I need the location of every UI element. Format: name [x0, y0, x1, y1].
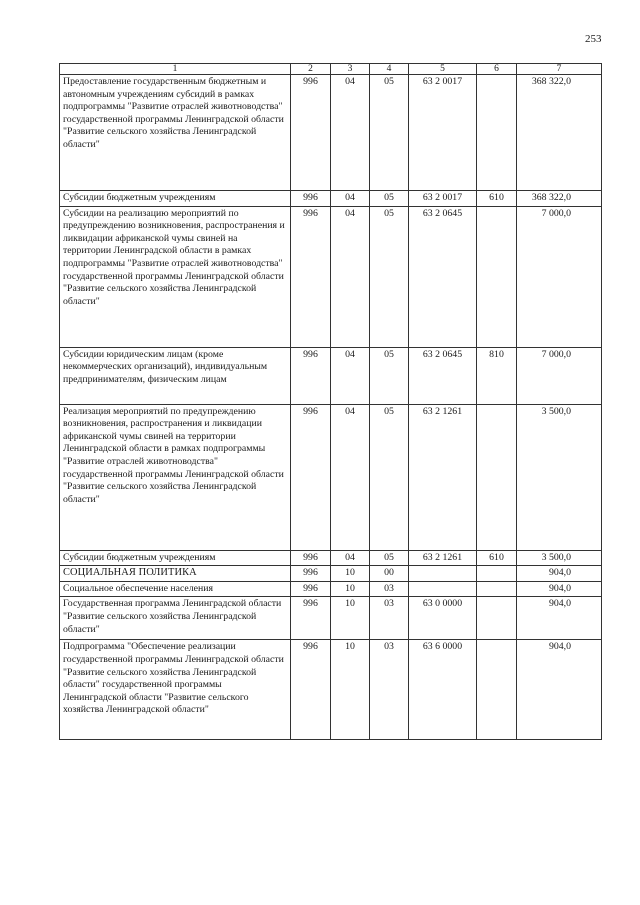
row-amount-cell: 3 500,0 — [517, 404, 602, 550]
row-code-cell — [477, 206, 517, 347]
table-row — [60, 206, 602, 347]
row-code-cell — [409, 566, 477, 582]
table-header-row — [60, 64, 602, 75]
table-row — [60, 550, 602, 566]
row-code-cell: 63 6 0000 — [409, 640, 477, 740]
row-code-cell: 996 — [291, 404, 331, 550]
row-code-cell: 610 — [477, 191, 517, 207]
header-cell: 4 — [370, 64, 409, 75]
row-name-cell: Подпрограмма "Обеспечение реализации государственной программы Ленинградской области "Развитие сельского хозяйства Ленинградской области" государственной программы Ленинградской области "Развитие сельского хозяйства Ленинградской области" — [60, 640, 291, 740]
header-cell: 3 — [331, 64, 370, 75]
row-code-cell: 05 — [370, 347, 409, 404]
row-code-cell: 63 2 0017 — [409, 191, 477, 207]
row-code-cell — [477, 75, 517, 191]
row-code-cell: 04 — [331, 347, 370, 404]
row-code-cell: 10 — [331, 597, 370, 640]
row-code-cell: 04 — [331, 206, 370, 347]
row-amount-cell: 368 322,0 — [517, 191, 602, 207]
row-amount-cell: 904,0 — [517, 581, 602, 597]
row-name-cell: Реализация мероприятий по предупреждению возникновения, распространения и ликвидации африканской чумы свиней на территории Ленинградской области в рамках подпрограммы "Развитие отраслей животноводства" государственной программы Ленинградской области "Развитие сельского хозяйства Ленинградской области" — [60, 404, 291, 550]
table-row — [60, 566, 602, 582]
row-code-cell: 10 — [331, 581, 370, 597]
row-amount-cell: 368 322,0 — [517, 75, 602, 191]
row-code-cell: 63 2 0645 — [409, 347, 477, 404]
row-name-cell: Субсидии бюджетным учреждениям — [60, 550, 291, 566]
row-code-cell: 05 — [370, 75, 409, 191]
row-code-cell — [477, 566, 517, 582]
row-code-cell: 996 — [291, 75, 331, 191]
row-code-cell: 05 — [370, 550, 409, 566]
table-row — [60, 347, 602, 404]
table-row — [60, 581, 602, 597]
row-code-cell — [477, 597, 517, 640]
row-code-cell: 996 — [291, 550, 331, 566]
row-code-cell — [477, 640, 517, 740]
row-amount-cell: 3 500,0 — [517, 550, 602, 566]
row-name-cell: Социальное обеспечение населения — [60, 581, 291, 597]
row-code-cell: 610 — [477, 550, 517, 566]
header-cell: 2 — [291, 64, 331, 75]
page-number: 253 — [585, 33, 602, 45]
row-amount-cell: 904,0 — [517, 640, 602, 740]
row-amount-cell: 7 000,0 — [517, 347, 602, 404]
row-code-cell: 996 — [291, 566, 331, 582]
row-code-cell: 810 — [477, 347, 517, 404]
row-code-cell: 996 — [291, 347, 331, 404]
row-code-cell: 996 — [291, 191, 331, 207]
row-code-cell: 10 — [331, 566, 370, 582]
row-code-cell: 04 — [331, 404, 370, 550]
row-code-cell: 63 0 0000 — [409, 597, 477, 640]
header-cell: 6 — [477, 64, 517, 75]
row-code-cell: 996 — [291, 640, 331, 740]
row-code-cell: 04 — [331, 550, 370, 566]
row-code-cell: 05 — [370, 404, 409, 550]
table-row — [60, 75, 602, 191]
row-code-cell: 10 — [331, 640, 370, 740]
row-code-cell — [477, 404, 517, 550]
row-code-cell: 63 2 0645 — [409, 206, 477, 347]
row-name-cell: СОЦИАЛЬНАЯ ПОЛИТИКА — [60, 566, 291, 582]
row-name-cell: Субсидии бюджетным учреждениям — [60, 191, 291, 207]
row-code-cell: 63 2 0017 — [409, 75, 477, 191]
row-code-cell: 996 — [291, 581, 331, 597]
row-code-cell: 63 2 1261 — [409, 550, 477, 566]
row-code-cell: 05 — [370, 191, 409, 207]
table-row — [60, 404, 602, 550]
row-code-cell: 04 — [331, 191, 370, 207]
row-amount-cell: 904,0 — [517, 597, 602, 640]
row-code-cell: 996 — [291, 206, 331, 347]
row-code-cell: 996 — [291, 597, 331, 640]
row-name-cell: Субсидии юридическим лицам (кроме некоммерческих организаций), индивидуальным предпринимателям, физическим лицам — [60, 347, 291, 404]
table-row — [60, 640, 602, 740]
header-cell: 1 — [60, 64, 291, 75]
row-code-cell — [409, 581, 477, 597]
row-code-cell: 04 — [331, 75, 370, 191]
row-name-cell: Предоставление государственным бюджетным и автономным учреждениям субсидий в рамках подпрограммы "Развитие отраслей животноводства" государственной программы Ленинградской области "Развитие сельского хозяйства Ленинградской области" — [60, 75, 291, 191]
row-code-cell: 03 — [370, 581, 409, 597]
row-name-cell: Государственная программа Ленинградской области "Развитие сельского хозяйства Ленинградской области" — [60, 597, 291, 640]
row-amount-cell: 7 000,0 — [517, 206, 602, 347]
row-code-cell: 03 — [370, 640, 409, 740]
table-row — [60, 597, 602, 640]
budget-table — [59, 63, 602, 740]
header-cell: 7 — [517, 64, 602, 75]
row-code-cell — [477, 581, 517, 597]
header-cell: 5 — [409, 64, 477, 75]
row-code-cell: 63 2 1261 — [409, 404, 477, 550]
table-row — [60, 191, 602, 207]
row-amount-cell: 904,0 — [517, 566, 602, 582]
row-code-cell: 03 — [370, 597, 409, 640]
row-name-cell: Субсидии на реализацию мероприятий по предупреждению возникновения, распространения и ликвидации африканской чумы свиней на территории Ленинградской области в рамках подпрограммы "Развитие отраслей животноводства" государственной программы Ленинградской области "Развитие сельского хозяйства Ленинградской области" — [60, 206, 291, 347]
row-code-cell: 05 — [370, 206, 409, 347]
row-code-cell: 00 — [370, 566, 409, 582]
